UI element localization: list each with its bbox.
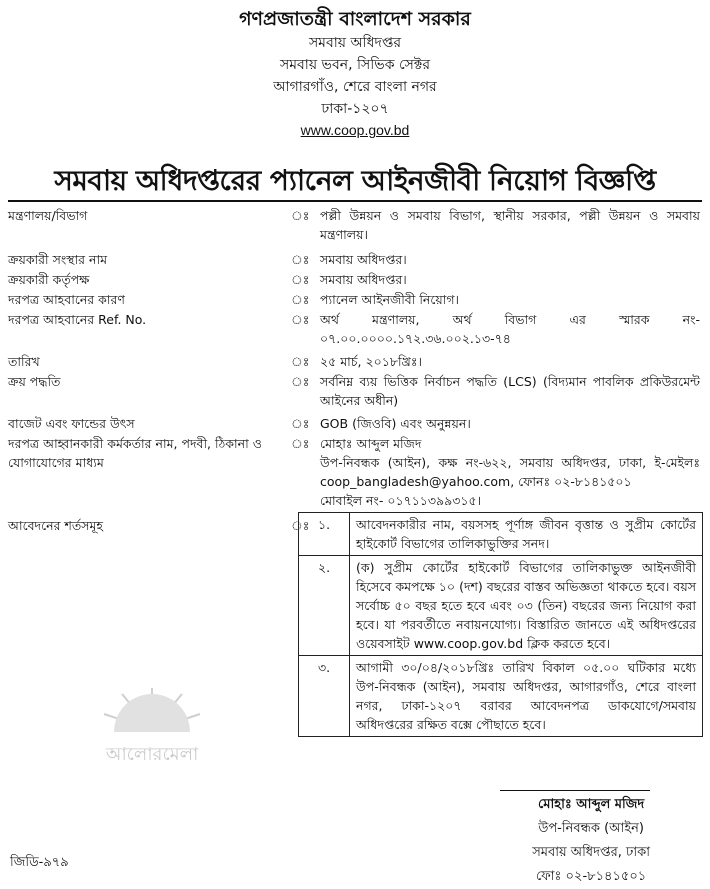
condition-number: ২. [299,556,350,656]
row-value: সমবায় অধিদপ্তর। [320,252,407,267]
row-value: GOB (জিওবি) এবং অনুন্নয়ন। [320,416,471,431]
row-colon: ঃ [291,436,310,451]
conditions-table [298,512,703,737]
row-colon: ঃ [291,374,310,389]
city-postcode: ঢাকা-১২০৭ [321,101,389,117]
signatory-name: মোহাঃ আব্দুল মজিদ [537,797,645,812]
watermark-logo [92,680,212,790]
row-colon: ঃ [291,354,310,369]
row-value: প্যানেল আইনজীবী নিয়োগ। [320,292,460,307]
row-colon: ঃ [291,208,310,223]
row-value: পল্লী উন্নয়ন ও সমবায় বিভাগ, স্থানীয় সরকার, পল্লী উন্নয়ন ও সমবায় মন্ত্রণালয়। [320,208,700,242]
row-label: বাজেট এবং ফান্ডের উৎস [8,416,135,431]
row-value: ২৫ মার্চ, ২০১৮খ্রিঃ। [320,354,422,369]
row-label: দরপত্র আহবানের কারণ [8,292,125,307]
building-address: সমবায় ভবন, সিভিক সেক্টর [279,57,431,73]
condition-number: ৩. [299,656,350,737]
signatory-office: সমবায় অধিদপ্তর, ঢাকা [532,845,650,860]
notice-header [0,0,710,140]
row-label: ক্রয় পদ্ধতি [8,374,61,389]
title-divider [8,200,702,202]
row-label: তারিখ [8,354,40,369]
department-name: সমবায় অধিদপ্তর [308,35,402,51]
row-label: আবেদনের শর্তসমূহ [8,518,104,533]
officer-name: মোহাঃ আব্দুল মজিদ [320,436,422,451]
gd-number: জিডি-৯৭৯ [10,855,69,870]
condition-text: (ক) সুপ্রীম কোর্টের হাইকোর্ট বিভাগের তালিকাভুক্ত আইনজীবী হিসেবে কমপক্ষে ১০ (দশ) বছরের বাস্তব অভিজ্ঞতা থাকতে হবে। বয়স সর্বোচ্চ ৫০ বছর হতে হবে এবং ০৩ (তিন) বছরের জন্য নিয়োগ করা হবে। যা পরবর্তীতে নবায়নযোগ্য। বিস্তারিত জানতে এই অধিদপ্তরের ওয়েবসাইট www.coop.gov.bd ক্লিক করতে হবে। [350,556,703,656]
watermark-text: আলোরমেলা [105,744,199,765]
row-value: সমবায় অধিদপ্তর। [320,272,407,287]
area-address: আগারগাঁও, শেরে বাংলা নগর [273,79,437,95]
condition-text: আবেদনকারীর নাম, বয়সসহ পূর্ণাঙ্গ জীবন বৃত্তান্ত ও সুপ্রীম কোর্টের হাইকোর্ট বিভাগের তালিকাভুক্তির সনদ। [350,513,703,556]
row-colon: ঃ [291,272,310,287]
row-value: অর্থ মন্ত্রণালয়, অর্থ বিভাগ এর স্মারক নং- ০৭.০০.০০০০.১৭২.৩৬.০০২.১৩-৭৪ [320,312,700,346]
row-label: ক্রয়কারী কর্তৃপক্ষ [8,272,90,287]
condition-row [299,513,703,556]
condition-row [299,556,703,656]
officer-mobile: মোবাইল নং- ০১৭১১৩৯৯৩১৫। [320,493,482,508]
government-title: গণপ্রজাতন্ত্রী বাংলাদেশ সরকার [239,8,471,30]
row-label: ক্রয়কারী সংস্থার নাম [8,252,108,267]
condition-row [299,656,703,737]
signature-divider [500,790,650,791]
signatory-designation: উপ-নিবন্ধক (আইন) [538,821,644,836]
row-label: দরপত্র আহ্বানকারী কর্মকর্তার নাম, পদবী, ঠিকানা ও যোগাযোগের মাধ্যম [8,436,262,470]
row-colon: ঃ [291,252,310,267]
condition-number: ১. [299,513,350,556]
condition-text: আগামী ৩০/০৪/২০১৮খ্রিঃ তারিখ বিকাল ০৫.০০ ঘটিকার মধ্যে উপ-নিবন্ধক (আইন), সমবায় অধিদপ্তর, আগারগাঁও, শেরে বাংলা নগর, ঢাকা-১২০৭ বরাবর আবেদনপত্র ডাকযোগে/সমবায় অধিদপ্তরের রক্ষিত বক্সে পৌছাতে হবে। [350,656,703,737]
row-colon: ঃ [291,416,310,431]
row-value: সর্বনিম্ন ব্যয় ভিত্তিক নির্বাচন পদ্ধতি (LCS) (বিদ্যমান পাবলিক প্রকিউরমেন্ট আইনের অধীন) [320,374,700,408]
notice-title: সমবায় অধিদপ্তরের প্যানেল আইনজীবী নিয়োগ বিজ্ঞপ্তি [54,164,656,197]
signatory-phone: ফোঃ ০২-৮১৪১৫০১ [535,869,647,884]
row-colon: ঃ [291,312,310,327]
row-label: মন্ত্রণালয়/বিভাগ [8,208,88,223]
row-colon: ঃ [291,292,310,307]
row-label: দরপত্র আহবানের Ref. No. [8,312,147,327]
website-link[interactable]: www.coop.gov.bd [300,122,410,138]
row-value [320,434,700,510]
signature-block [532,793,650,889]
row-colon: ঃ [291,518,310,533]
officer-details: উপ-নিবন্ধক (আইন), কক্ষ নং-৬২২, সমবায় অধিদপ্তর, ঢাকা, ই-মেইলঃ coop_bangladesh@yahoo.com, ফোনঃ ০২-৮১৪১৫০১ [320,455,700,489]
